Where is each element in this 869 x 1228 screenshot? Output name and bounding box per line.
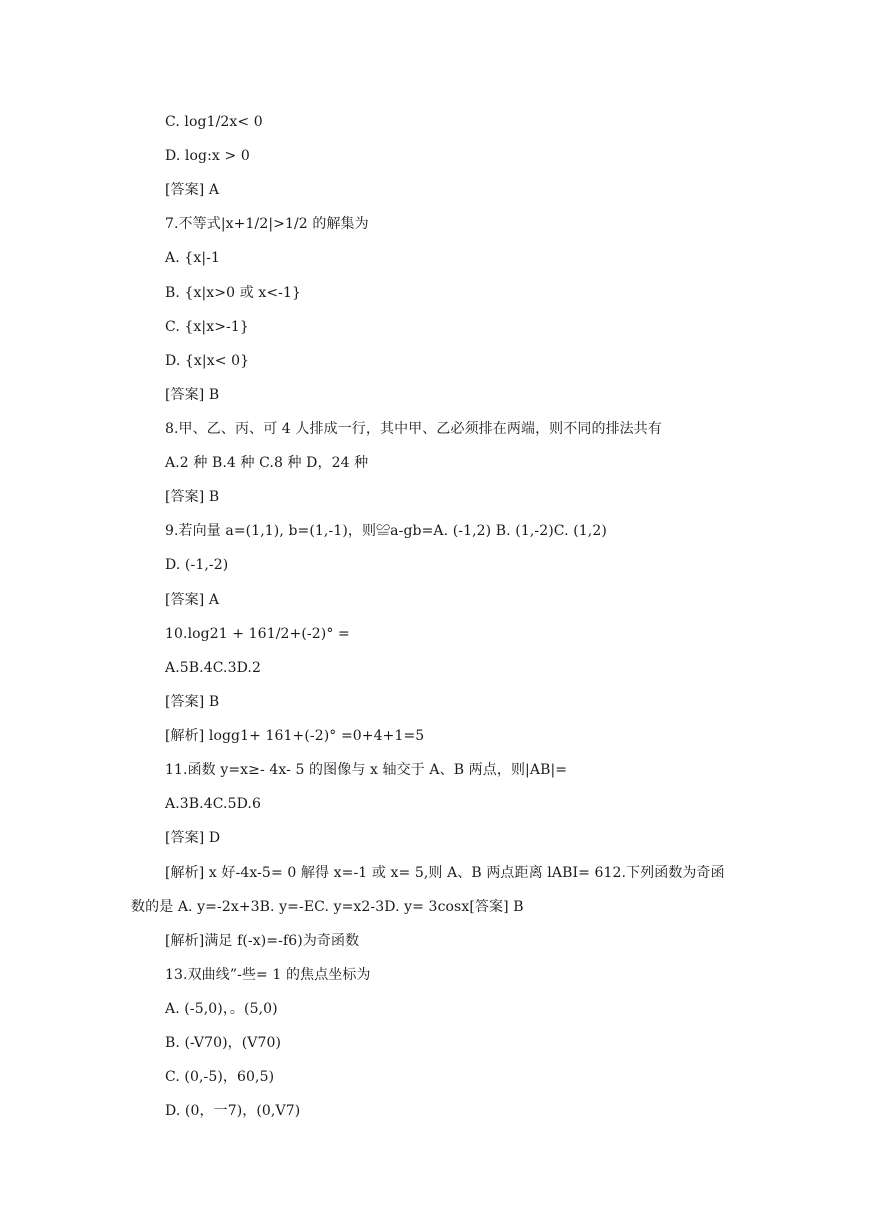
answer-line: [答案] D xyxy=(165,830,221,846)
text-line: D. log:x > 0 xyxy=(165,148,250,164)
analysis-line: [解析] logg1+ 161+(-2)° =0+4+1=5 xyxy=(165,728,425,744)
question-line: 11.函数 y=x≥- 4x- 5 的图像与 x 轴交于 A、B 两点，则|AB|= xyxy=(165,762,568,778)
answer-line: [答案] B xyxy=(165,489,220,505)
question-line: 10.log21 + 161/2+(-2)° = xyxy=(165,626,350,642)
question-line: 8.甲、乙、丙、可 4 人排成一行，其中甲、乙必须排在两端，则不同的排法共有 xyxy=(165,421,662,437)
option-line: D. (-1,-2) xyxy=(165,557,229,573)
answer-line: [答案] A xyxy=(165,182,220,198)
answer-line: [答案] B xyxy=(165,694,220,710)
option-line: B. (-V70)，(V70) xyxy=(165,1035,282,1051)
option-line: A.3B.4C.5D.6 xyxy=(165,796,261,812)
option-line: A. {x|-1 xyxy=(165,250,220,266)
option-line: A. (-5,0)，。(5,0) xyxy=(165,1001,278,1017)
option-line: C. (0,-5)，60,5) xyxy=(165,1069,275,1085)
option-line: B. {x|x>0 或 x<-1} xyxy=(165,285,302,301)
question-line: 7.不等式|x+1/2|>1/2 的解集为 xyxy=(165,216,369,232)
question-line: 9.若向量 a=(1,1), b=(1,-1)，则≌a-gb=A. (-1,2) B. (1,-2)C. (1,2) xyxy=(165,523,607,539)
option-line: C. {x|x>-1} xyxy=(165,319,249,335)
answer-line: [答案] B xyxy=(165,387,220,403)
analysis-line: [解析]满足 f(-x)=-f6)为奇函数 xyxy=(165,933,360,949)
question-line: 数的是 A. y=-2x+3B. y=-EC. y=x2-3D. y= 3cosx[答案] B xyxy=(131,899,524,915)
option-line: A.5B.4C.3D.2 xyxy=(165,660,261,676)
question-line: 13.双曲线”-些= 1 的焦点坐标为 xyxy=(165,967,371,983)
option-line: D. {x|x< 0} xyxy=(165,353,250,369)
option-line: A.2 种 B.4 种 C.8 种 D，24 种 xyxy=(165,455,369,471)
text-line: C. log1/2x< 0 xyxy=(165,114,263,130)
analysis-line: [解析] x 好-4x-5= 0 解得 x=-1 或 x= 5,则 A、B 两点距离 lABI= 612.下列函数为奇函 xyxy=(165,865,725,881)
option-line: D. (0，一7)，(0,V7) xyxy=(165,1103,301,1119)
answer-line: [答案] A xyxy=(165,592,220,608)
